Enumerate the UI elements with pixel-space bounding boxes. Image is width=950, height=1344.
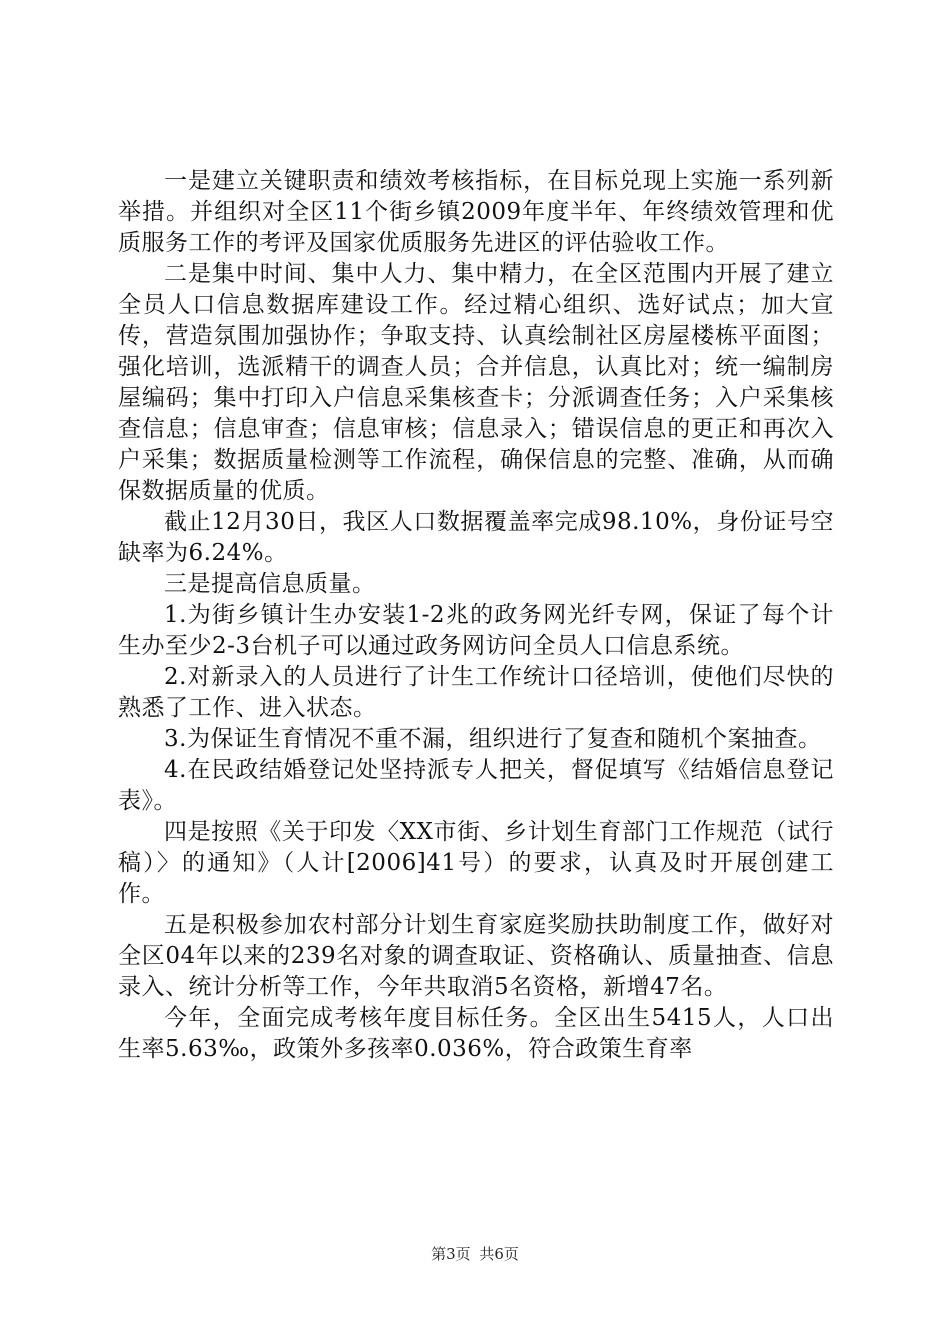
- paragraph-6: 2.对新录入的人员进行了计生工作统计口径培训，使他们尽快的熟悉了工作、进入状态。: [118, 664, 834, 721]
- paragraph-3: 截止12月30日，我区人口数据覆盖率完成98.10%，身份证号空缺率为6.24%。: [118, 509, 834, 566]
- page-footer: [0, 1244, 950, 1264]
- document-body: [118, 166, 834, 1065]
- paragraph-4: 三是提高信息质量。: [164, 571, 376, 597]
- paragraph-8: 4.在民政结婚登记处坚持派专人把关，督促填写《结婚信息登记表》。: [118, 757, 834, 814]
- page-number: 第3页: [431, 1245, 471, 1263]
- paragraph-9: 四是按照《关于印发〈XX市街、乡计划生育部门工作规范（试行稿）〉的通知》（人计[2006]41号）的要求，认真及时开展创建工作。: [118, 819, 834, 907]
- paragraph-11: 今年，全面完成考核年度目标任务。全区出生5415人，人口出生率5.63‰，政策外多孩率0.036%，符合政策生育率: [118, 1005, 834, 1062]
- page-total: 共6页: [479, 1245, 519, 1263]
- paragraph-10: 五是积极参加农村部分计划生育家庭奖励扶助制度工作，做好对全区04年以来的239名对象的调查取证、资格确认、质量抽查、信息录入、统计分析等工作，今年共取消5名资格，新增47名。: [118, 912, 834, 1000]
- paragraph-7: 3.为保证生育情况不重不漏，组织进行了复查和随机个案抽查。: [164, 726, 822, 752]
- paragraph-2: 二是集中时间、集中人力、集中精力，在全区范围内开展了建立全员人口信息数据库建设工作。经过精心组织、选好试点；加大宣传，营造氛围加强协作；争取支持、认真绘制社区房屋楼栋平面图；强化培训，选派精干的调查人员；合并信息，认真比对；统一编制房屋编码；集中打印入户信息采集核查卡；分派调查任务；入户采集核查信息；信息审查；信息审核；信息录入；错误信息的更正和再次入户采集；数据质量检测等工作流程，确保信息的完整、准确，从而确保数据质量的优质。: [118, 261, 834, 504]
- paragraph-5: 1.为街乡镇计生办安装1-2兆的政务网光纤专网，保证了每个计生办至少2-3台机子可以通过政务网访问全员人口信息系统。: [118, 602, 834, 659]
- paragraph-1: 一是建立关键职责和绩效考核指标，在目标兑现上实施一系列新举措。并组织对全区11个街乡镇2009年度半年、年终绩效管理和优质服务工作的考评及国家优质服务先进区的评估验收工作。: [118, 168, 834, 256]
